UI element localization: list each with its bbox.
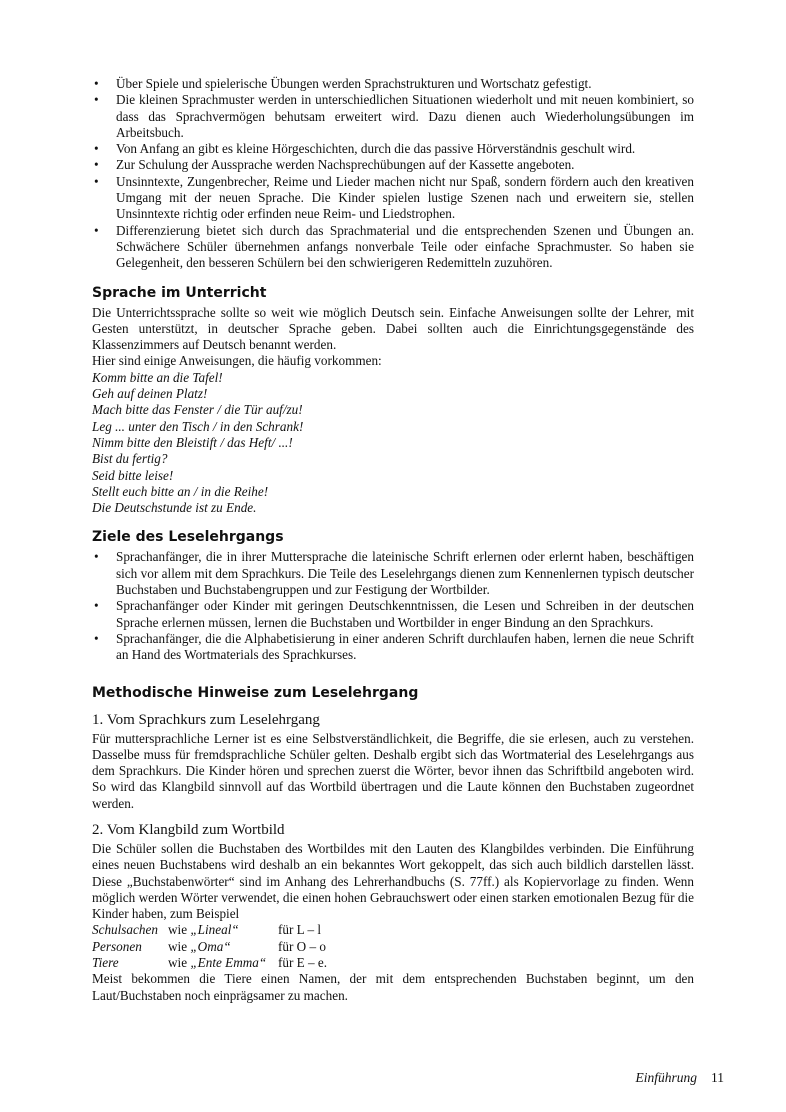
ziele-bullet-list <box>92 549 694 663</box>
command-line: Nimm bitte den Bleistift / das Heft/ ...! <box>92 434 293 450</box>
example-letter: für L – l <box>278 922 322 938</box>
list-item: • Sprachanfänger, die in ihrer Muttersprache die lateinische Schrift erlernen oder erlernt haben, beschäftigen sich vor allem mit dem Sprachkurs. Die Teile des Leselehrgangs dienen zum Kennenlernen typisch deutscher Buchstaben und Buchstabengruppen und zur Festigung der Wortbilder. <box>94 549 694 598</box>
page-content <box>92 76 694 1004</box>
example-wie: wie <box>168 922 191 938</box>
example-row <box>92 939 694 955</box>
section-heading-methodisch: Methodische Hinweise zum Leselehrgang <box>92 684 419 701</box>
example-wie: wie <box>168 938 191 954</box>
example-category: Schulsachen <box>92 922 158 938</box>
bullet-icon: • <box>94 92 99 108</box>
paragraph-lead: Hier sind einige Anweisungen, die häufig vorkommen: <box>92 353 382 369</box>
page-footer <box>635 1070 724 1086</box>
intro-bullet-list <box>92 76 694 272</box>
list-item: • Über Spiele und spielerische Übungen werden Sprachstrukturen und Wortschatz gefestigt. <box>94 76 592 91</box>
subsection-heading-2: 2. Vom Klangbild zum Wortbild <box>92 821 285 838</box>
list-item: • Differenzierung bietet sich durch das Sprachmaterial und die entsprechenden Szenen und Übungen an. Schwächere Schüler übernehmen anfangs nonverbale Teile oder einfache Sprachmuster. So haben sie Gelegenheit, den besseren Schülern bei den schwierigeren Redemitteln zuzuhören. <box>94 222 694 271</box>
command-line: Mach bitte das Fenster / die Tür auf/zu! <box>92 402 303 418</box>
list-item: • Sprachanfänger oder Kinder mit geringen Deutschkenntnissen, die Lesen und Schreiben in der deutschen Sprache erlernen müssen, lernen die Buchstaben und Wortbilder in enger Bindung an den Sprachkurs. <box>94 598 694 630</box>
example-word: „Ente Emma“ <box>190 955 267 971</box>
example-word: „Oma“ <box>190 938 231 954</box>
section-heading-sprache: Sprache im Unterricht <box>92 284 267 301</box>
list-item: • Von Anfang an gibt es kleine Hörgeschichten, durch die das passive Hörverständnis geschult wird. <box>94 141 636 157</box>
example-row <box>92 955 694 971</box>
subsection-heading-1: 1. Vom Sprachkurs zum Leselehrgang <box>92 711 320 728</box>
example-row <box>92 922 694 938</box>
command-line: Seid bitte leise! <box>92 467 174 483</box>
command-line: Die Deutschstunde ist zu Ende. <box>92 500 257 516</box>
page-number: 11 <box>711 1070 724 1085</box>
paragraph: Für muttersprachliche Lerner ist es eine Selbstverständlichkeit, die Begriffe, die sie erlesen, auch zu verstehen. Dasselbe muss für fremdsprachliche Schüler gelten. Deshalb ergibt sich das Wortmaterial des Leselehrgangs aus dem Sprachkurs. Die Kinder hören und sprechen zuerst die Wörter, bevor ihnen das Schriftbild angeboten wird. So wird das Klangbild sinnvoll auf das Wortbild übertragen und die Laute können den Buchstaben zugeordnet werden. <box>92 730 694 811</box>
command-line: Leg ... unter den Tisch / in den Schrank! <box>92 418 304 434</box>
bullet-icon: • <box>94 630 99 646</box>
paragraph: Die Unterrichtssprache sollte so weit wie möglich Deutsch sein. Einfache Anweisungen sollte der Lehrer, mit Gesten unterstützt, in deutscher Sprache geben. Dabei sollten auch die Einrichtungsgegenstände des Klassenzimmers auf Deutsch benannt werden. <box>92 304 694 353</box>
example-wie: wie <box>168 955 191 971</box>
list-item: • Unsinntexte, Zungenbrecher, Reime und Lieder machen nicht nur Spaß, sondern fördern auch den kreativen Umgang mit der neuen Sprache. Die Kinder spielen lustige Szenen nach und erweitern sie, stellen Unsinntexte richtig oder erfinden neue Reim- und Liedstrophen. <box>94 173 694 222</box>
command-list <box>92 370 694 517</box>
list-item: • Sprachanfänger, die die Alphabetisierung in einer anderen Schrift durchlaufen haben, lernen die neue Schrift an Hand des Wortmaterials des Sprachkurses. <box>94 630 694 663</box>
bullet-icon: • <box>94 598 99 614</box>
example-category: Personen <box>92 938 142 954</box>
example-table <box>92 922 694 971</box>
command-line: Geh auf deinen Platz! <box>92 386 208 402</box>
bullet-icon: • <box>94 157 99 173</box>
command-line: Bist du fertig? <box>92 451 168 467</box>
list-item: • Zur Schulung der Aussprache werden Nachsprechübungen auf der Kassette angeboten. <box>94 157 575 173</box>
example-category: Tiere <box>92 955 119 971</box>
command-line: Stellt euch bitte an / in die Reihe! <box>92 483 269 499</box>
bullet-icon: • <box>94 549 99 565</box>
list-item: • Die kleinen Sprachmuster werden in unterschiedlichen Situationen wiederholt und mit neuen kombiniert, so dass das Sprachvermögen behutsam erweitert wird. Dazu dienen auch Wiederholungsübungen im Arbeitsbuch. <box>94 92 694 140</box>
bullet-icon: • <box>94 76 99 91</box>
footer-title: Einführung <box>635 1070 697 1085</box>
example-letter: für O – o <box>278 938 326 954</box>
section-heading-ziele: Ziele des Leselehrgangs <box>92 529 284 546</box>
command-line: Komm bitte an die Tafel! <box>92 369 223 385</box>
example-letter: für E – e. <box>278 955 328 971</box>
bullet-icon: • <box>94 141 99 157</box>
paragraph: Die Schüler sollen die Buchstaben des Wortbildes mit den Lauten des Klangbildes verbinden. Die Einführung eines neuen Buchstabens wird deshalb an ein bekanntes Wort gekoppelt, das sich auch bildlich darstellen lässt. Diese „Buchstabenwörter“ sind im Anhang des Lehrerhandbuchs (S. 77ff.) als Kopiervorlage zu finden. Wenn möglich werden Wörter verwendet, die einen hohen Gebrauchswert oder einen starken emotionalen Bezug für die Kinder haben, zum Beispiel <box>92 840 694 922</box>
example-word: „Lineal“ <box>190 922 239 938</box>
bullet-icon: • <box>94 222 99 238</box>
paragraph: Meist bekommen die Tiere einen Namen, der mit dem entsprechenden Buchstaben beginnt, um den Laut/Buchstaben noch einprägsamer zu machen. <box>92 971 694 1003</box>
bullet-icon: • <box>94 173 99 189</box>
